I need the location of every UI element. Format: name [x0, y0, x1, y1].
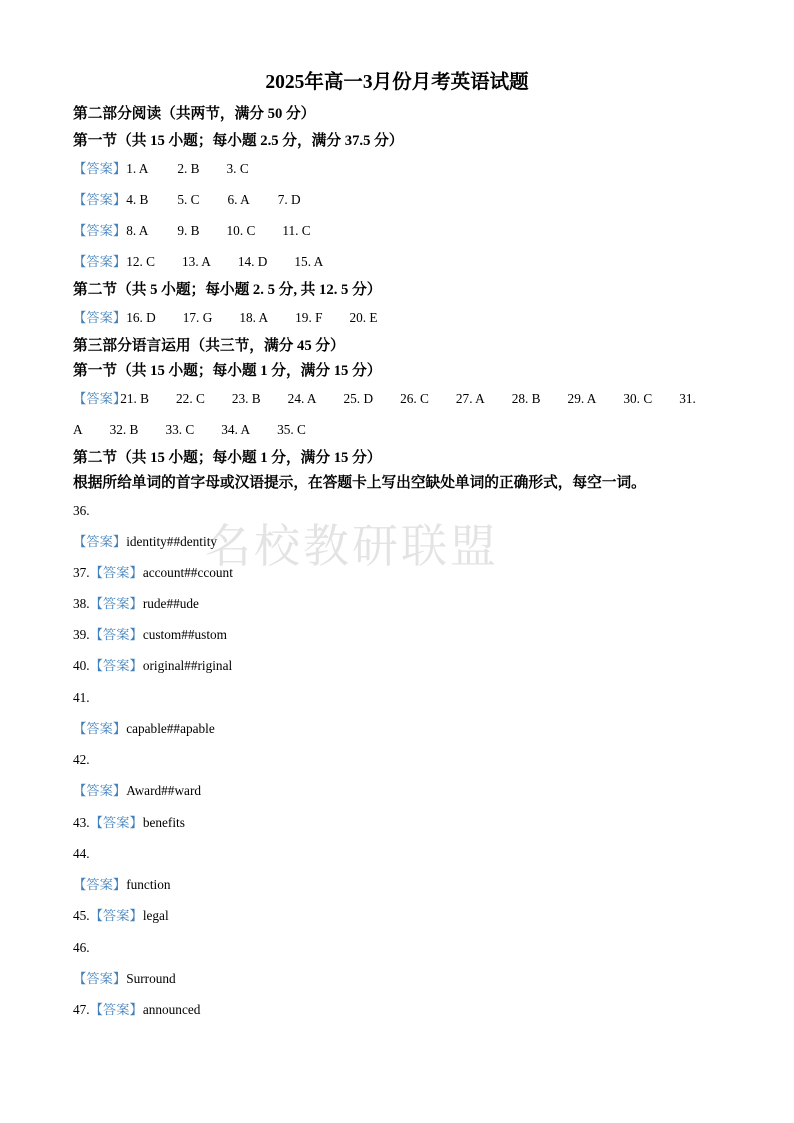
answer-item: 31.	[679, 391, 696, 406]
answer-text: Surround	[126, 971, 176, 986]
answer-item: 12. C	[126, 254, 156, 269]
answer-item: 19. F	[295, 310, 323, 325]
answer-item: 8. A	[126, 223, 149, 238]
answer-item: 11. C	[282, 223, 311, 238]
answer-item: 32. B	[109, 422, 139, 437]
answer-tag: 【答案】	[73, 534, 127, 549]
answer-item: 17. G	[182, 310, 213, 325]
question-number: 40.	[73, 658, 90, 673]
answer-item: 18. A	[239, 310, 269, 325]
answer-item: A	[73, 422, 83, 437]
answer-39	[73, 626, 227, 644]
answer-item: 5. C	[177, 192, 200, 207]
answer-row-4	[73, 253, 323, 271]
question-number: 47.	[73, 1002, 90, 1017]
answer-item: 1. A	[126, 161, 149, 176]
question-number: 38.	[73, 596, 90, 611]
answer-item: 23. B	[231, 391, 261, 406]
question-number: 45.	[73, 908, 90, 923]
answer-tag: 【答案】	[73, 391, 127, 406]
answer-36	[73, 533, 217, 551]
answer-tag: 【答案】	[89, 1002, 143, 1017]
answer-row-5	[73, 309, 378, 327]
question-number: 41.	[73, 690, 90, 705]
answer-tag: 【答案】	[73, 161, 127, 176]
answer-tag: 【答案】	[73, 971, 127, 986]
answer-tag: 【答案】	[73, 721, 127, 736]
answer-tag: 【答案】	[89, 815, 143, 830]
answer-tag: 【答案】	[73, 223, 127, 238]
answer-item: 29. A	[567, 391, 597, 406]
answer-item: 24. A	[287, 391, 317, 406]
answer-40	[73, 657, 232, 675]
answer-tag: 【答案】	[73, 877, 127, 892]
answer-tag: 【答案】	[89, 565, 143, 580]
answer-text: rude##ude	[142, 596, 199, 611]
answer-item: 2. B	[177, 161, 200, 176]
answer-item: 16. D	[126, 310, 156, 325]
answer-38	[73, 595, 199, 613]
answer-item: 34. A	[221, 422, 251, 437]
answer-text: custom##ustom	[142, 627, 228, 642]
answer-row-3	[73, 222, 311, 240]
answer-row-2	[73, 191, 301, 209]
answer-tag: 【答案】	[89, 627, 143, 642]
answer-text: identity##dentity	[126, 534, 218, 549]
answer-tag: 【答案】	[73, 254, 127, 269]
answer-43	[73, 814, 185, 832]
question-number: 39.	[73, 627, 90, 642]
answer-tag: 【答案】	[89, 596, 143, 611]
answer-item: 9. B	[177, 223, 200, 238]
answer-item: 33. C	[165, 422, 195, 437]
answer-item: 15. A	[294, 254, 324, 269]
answer-text: announced	[142, 1002, 201, 1017]
page-title: 2025年高一3月份月考英语试题	[265, 72, 529, 93]
answer-text: legal	[142, 908, 169, 923]
answer-text: Award##ward	[126, 783, 202, 798]
answer-item: 28. B	[511, 391, 541, 406]
answer-item: 6. A	[227, 192, 250, 207]
answer-tag: 【答案】	[73, 310, 127, 325]
answer-text: account##ccount	[142, 565, 233, 580]
answer-37	[73, 564, 233, 582]
answer-item: 25. D	[343, 391, 374, 406]
answer-item: 7. D	[277, 192, 301, 207]
answer-item: 27. A	[455, 391, 485, 406]
answer-text: original##riginal	[142, 658, 233, 673]
answer-item: 4. B	[126, 192, 149, 207]
answer-item: 3. C	[226, 161, 249, 176]
answer-47	[73, 1001, 200, 1019]
part2-heading: 第二部分阅读（共两节，满分 50 分）	[73, 106, 316, 122]
part2-section1-heading: 第一节（共 15 小题；每小题 2.5 分，满分 37.5 分）	[73, 133, 404, 149]
answer-46	[73, 970, 176, 988]
answer-item: 26. C	[400, 391, 429, 406]
answer-row-1	[73, 160, 249, 178]
question-number: 46.	[73, 940, 90, 955]
answer-42	[73, 782, 201, 800]
answer-item: 10. C	[226, 223, 256, 238]
question-number: 36.	[73, 503, 90, 518]
answer-text: benefits	[142, 815, 185, 830]
watermark: 名校教研联盟	[205, 519, 499, 573]
answer-tag: 【答案】	[73, 783, 127, 798]
instruction: 根据所给单词的首字母或汉语提示，在答题卡上写出空缺处单词的正确形式，每空一词。	[73, 475, 646, 491]
answer-text: function	[126, 877, 171, 892]
answer-item: 20. E	[349, 310, 378, 325]
answer-41	[73, 720, 215, 738]
answer-44	[73, 876, 171, 894]
part3-section2-heading: 第二节（共 15 小题；每小题 1 分，满分 15 分）	[73, 450, 382, 466]
part2-section2-heading: 第二节（共 5 小题；每小题 2. 5 分, 共 12. 5 分）	[73, 282, 382, 298]
question-number: 37.	[73, 565, 90, 580]
answer-text: capable##apable	[126, 721, 215, 736]
answer-item: 35. C	[277, 422, 306, 437]
answer-item: 30. C	[623, 391, 653, 406]
answer-item: 22. C	[176, 391, 205, 406]
answer-45	[73, 907, 169, 925]
answer-tag: 【答案】	[89, 908, 143, 923]
part3-heading: 第三部分语言运用（共三节，满分 45 分）	[73, 338, 345, 354]
answer-item: 14. D	[237, 254, 268, 269]
answer-tag: 【答案】	[73, 192, 127, 207]
answer-row-7	[73, 421, 306, 439]
question-number: 44.	[73, 846, 90, 861]
answer-tag: 【答案】	[89, 658, 143, 673]
answer-row-6	[73, 390, 696, 408]
question-number: 43.	[73, 815, 90, 830]
answer-item: 21. B	[120, 391, 150, 406]
question-number: 42.	[73, 752, 90, 767]
answer-item: 13. A	[182, 254, 211, 269]
part3-section1-heading: 第一节（共 15 小题；每小题 1 分，满分 15 分）	[73, 363, 382, 379]
